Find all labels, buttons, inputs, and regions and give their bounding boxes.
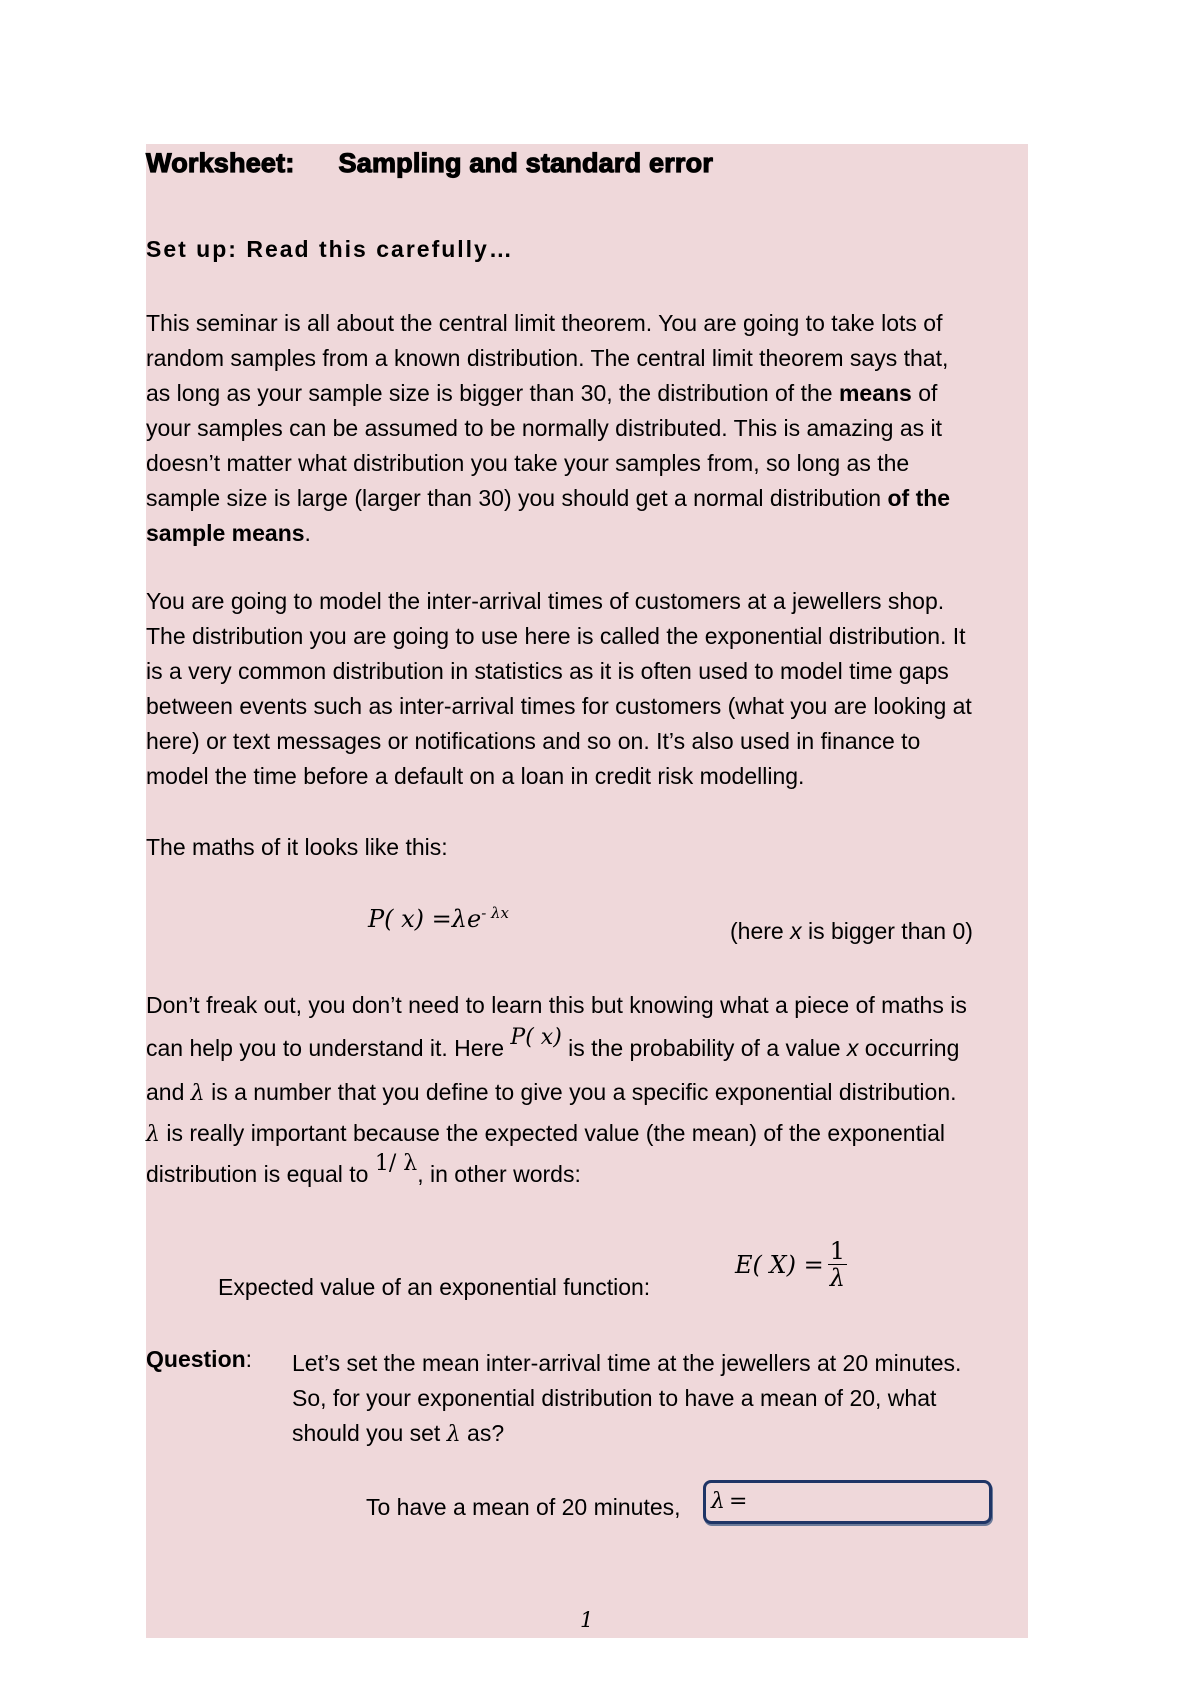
- intro-paragraph: This seminar is all about the central limit theorem. You are going to take lots of random samples from a known distribution. The central limit theorem says that, as long as your sample size is bigger than 30, the distribution of the means of your samples can be assumed to be normally distributed. This is amazing as it doesn’t matter what distribution you take your samples from, so long as the sample size is large (larger than 30) you should get a normal distribution of the sample means.: [146, 310, 951, 546]
- one-over-lambda: 1/ λ: [374, 1151, 418, 1176]
- px-symbol: P( x): [510, 1025, 562, 1050]
- maths-intro: The maths of it looks like this:: [146, 834, 448, 860]
- model-paragraph: You are going to model the inter-arrival times of customers at a jewellers shop. The distribution you are going to use here is called the exponential distribution. It is a very common distribution in statistics as it is often used to model time gaps between events such as inter-arrival times for customers (what you are looking at here) or text messages or notifications and so on. It’s also used in finance to model the time before a default on a loan in credit risk modelling.: [146, 588, 972, 789]
- title-label: Worksheet:: [146, 148, 295, 178]
- setup-heading: Set up: Read this carefully…: [146, 236, 514, 262]
- page-number: 1: [580, 1608, 594, 1632]
- exponential-pdf-formula: P( $x) =\lambda e^{- \lambda x}$: [368, 904, 510, 933]
- question-label: Question:: [146, 1346, 253, 1372]
- worksheet-title: [146, 148, 713, 179]
- formula-note: (here x is bigger than 0): [730, 918, 973, 944]
- answer-label: To have a mean of 20 minutes,: [366, 1494, 681, 1520]
- lambda-symbol: λ: [146, 1122, 160, 1147]
- lambda-symbol: λ: [190, 1081, 205, 1106]
- question-text: Let’s set the mean inter-arrival time at the jewellers at 20 minutes. So, for your exponential distribution to have a mean of 20, what should you set λ as?: [292, 1350, 962, 1447]
- title-topic: Sampling and standard error: [338, 148, 714, 178]
- lambda-answer-field[interactable]: λ =: [703, 1480, 992, 1524]
- explanation-paragraph: Don’t freak out, you don’t need to learn this but knowing what a piece of maths is can help you to understand it. Here P( x) is the probability of a value x occurring and λ is a number that you define to give you a specific exponential distribution. λ is really important because the expected value (the mean) of the exponential distribution is equal to 1/ λ, in other words:: [146, 992, 967, 1187]
- expected-value-formula: E( X) = $\frac{1}{\lambda}$: [735, 1237, 845, 1292]
- expected-value-label: Expected value of an exponential function:: [218, 1274, 651, 1300]
- lambda-symbol: λ: [446, 1422, 461, 1447]
